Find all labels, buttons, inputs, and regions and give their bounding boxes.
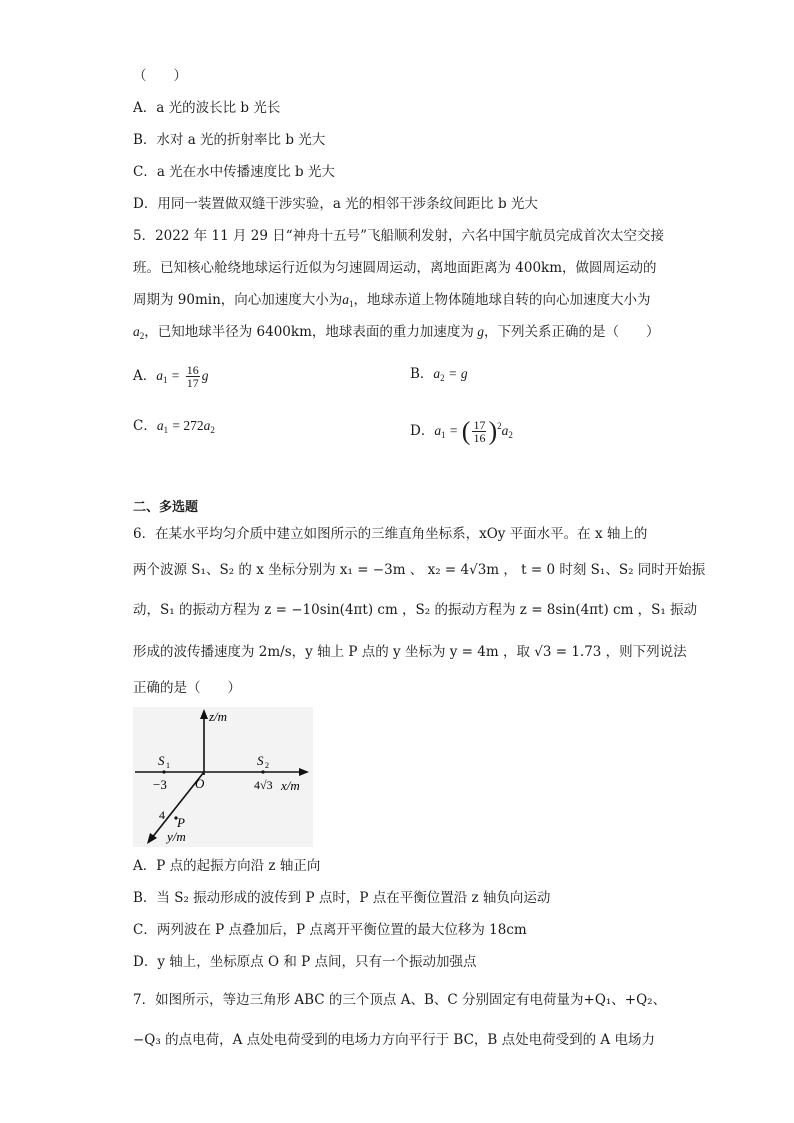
s1-label: S	[158, 753, 165, 768]
q5-line-2: 班。已知核心舱绕地球运行近似为匀速圆周运动，离地面距离为 400km，做圆周运动的	[133, 260, 657, 276]
point-s2	[261, 770, 264, 773]
q6-option-a: A．P 点的起振方向沿 z 轴正向	[133, 858, 321, 874]
q6-line-5: 正确的是（ ）	[133, 680, 241, 696]
x2-tick-label: 4√3	[254, 778, 273, 792]
s1-subscript: 1	[166, 761, 170, 770]
x1-tick-label: −3	[153, 777, 167, 792]
fraction-16-17: $\frac{16}{17}$	[186, 363, 199, 390]
q4-option-c: C．a 光在水中传播速度比 b 光大	[133, 164, 335, 180]
q6-option-b: B．当 S₂ 振动形成的波传到 P 点时，P 点在平衡位置沿 z 轴负向运动	[133, 890, 551, 906]
y-axis-label: y/m	[167, 829, 186, 844]
q5-option-a: A．$a_1$ = $\frac{16}{17}$ g	[133, 363, 209, 390]
x-axis-label: x/m	[281, 778, 300, 793]
q6-line-2: 两个波源 S₁、S₂ 的 x 坐标分别为 x₁ = −3m 、 x₂ = 4√3m ， t = 0 时刻 S₁、S₂ 同时开始振	[133, 562, 706, 578]
q6-line-1: 6．在某水平均匀介质中建立如图所示的三维直角坐标系，xOy 平面水平。在 x 轴上的	[133, 526, 648, 542]
q6-option-d: D．y 轴上，坐标原点 O 和 P 点间，只有一个振动加强点	[133, 954, 477, 970]
y-tick-label: 4	[159, 808, 165, 822]
point-s1	[162, 770, 165, 773]
q5-option-d: D．$a_1$ = ( $\frac{17}{16}$ )$^2a_2$	[410, 416, 513, 446]
z-axis-label: z/m	[209, 709, 228, 724]
s2-subscript: 2	[265, 761, 269, 770]
fraction-17-16: $\frac{17}{16}$	[473, 418, 486, 445]
q5-line-1: 5．2022 年 11 月 29 日“神舟十五号”飞船顺利发射，六名中国宇航员完成首次太空交接	[133, 228, 665, 244]
q6-option-c: C．两列波在 P 点叠加后，P 点离开平衡位置的最大位移为 18cm	[133, 922, 527, 938]
q4-option-b: B．水对 a 光的折射率比 b 光大	[133, 132, 326, 148]
p-label: P	[177, 815, 185, 830]
q7-line-2: −Q₃ 的点电荷，A 点处电荷受到的电场力方向平行于 BC，B 点处电荷受到的 A 电场力	[133, 1032, 655, 1048]
q5-line-4: $a_2$，已知地球半径为 6400km，地球表面的重力加速度为 g，下列关系正确的是（ ）	[133, 324, 660, 341]
q6-line-3: 动，S₁ 的振动方程为 z = −10sin(4πt) cm ，S₂ 的振动方程为 z = 8sin(4πt) cm ，S₁ 振动	[133, 602, 698, 618]
coordinate-system-figure	[133, 707, 313, 847]
q5-line-3: 周期为 90min，向心加速度大小为$a_1$，地球赤道上物体随地球自转的向心加速度大小为	[133, 292, 651, 309]
section-multiple-choice-title: 二、多选题	[133, 500, 199, 515]
origin-label: O	[195, 776, 205, 791]
q5-option-b: B．$a_2 = g$	[410, 366, 468, 383]
q4-option-a: A．a 光的波长比 b 光长	[133, 100, 281, 116]
q6-line-4: 形成的波传播速度为 2m/s，y 轴上 P 点的 y 坐标为 y = 4m ，取 √3 = 1.73 ，则下列说法	[133, 644, 687, 660]
q4-bracket: （ ）	[133, 68, 187, 84]
q4-option-d: D．用同一装置做双缝干涉实验，a 光的相邻干涉条纹间距比 b 光大	[133, 196, 538, 212]
q5-option-c: C．$a_1 = 272a_2$	[133, 418, 215, 435]
s2-label: S	[257, 753, 264, 768]
q7-line-1: 7．如图所示，等边三角形 ABC 的三个顶点 A、B、C 分别固定有电荷量为+Q₁、+Q₂、	[133, 992, 667, 1008]
